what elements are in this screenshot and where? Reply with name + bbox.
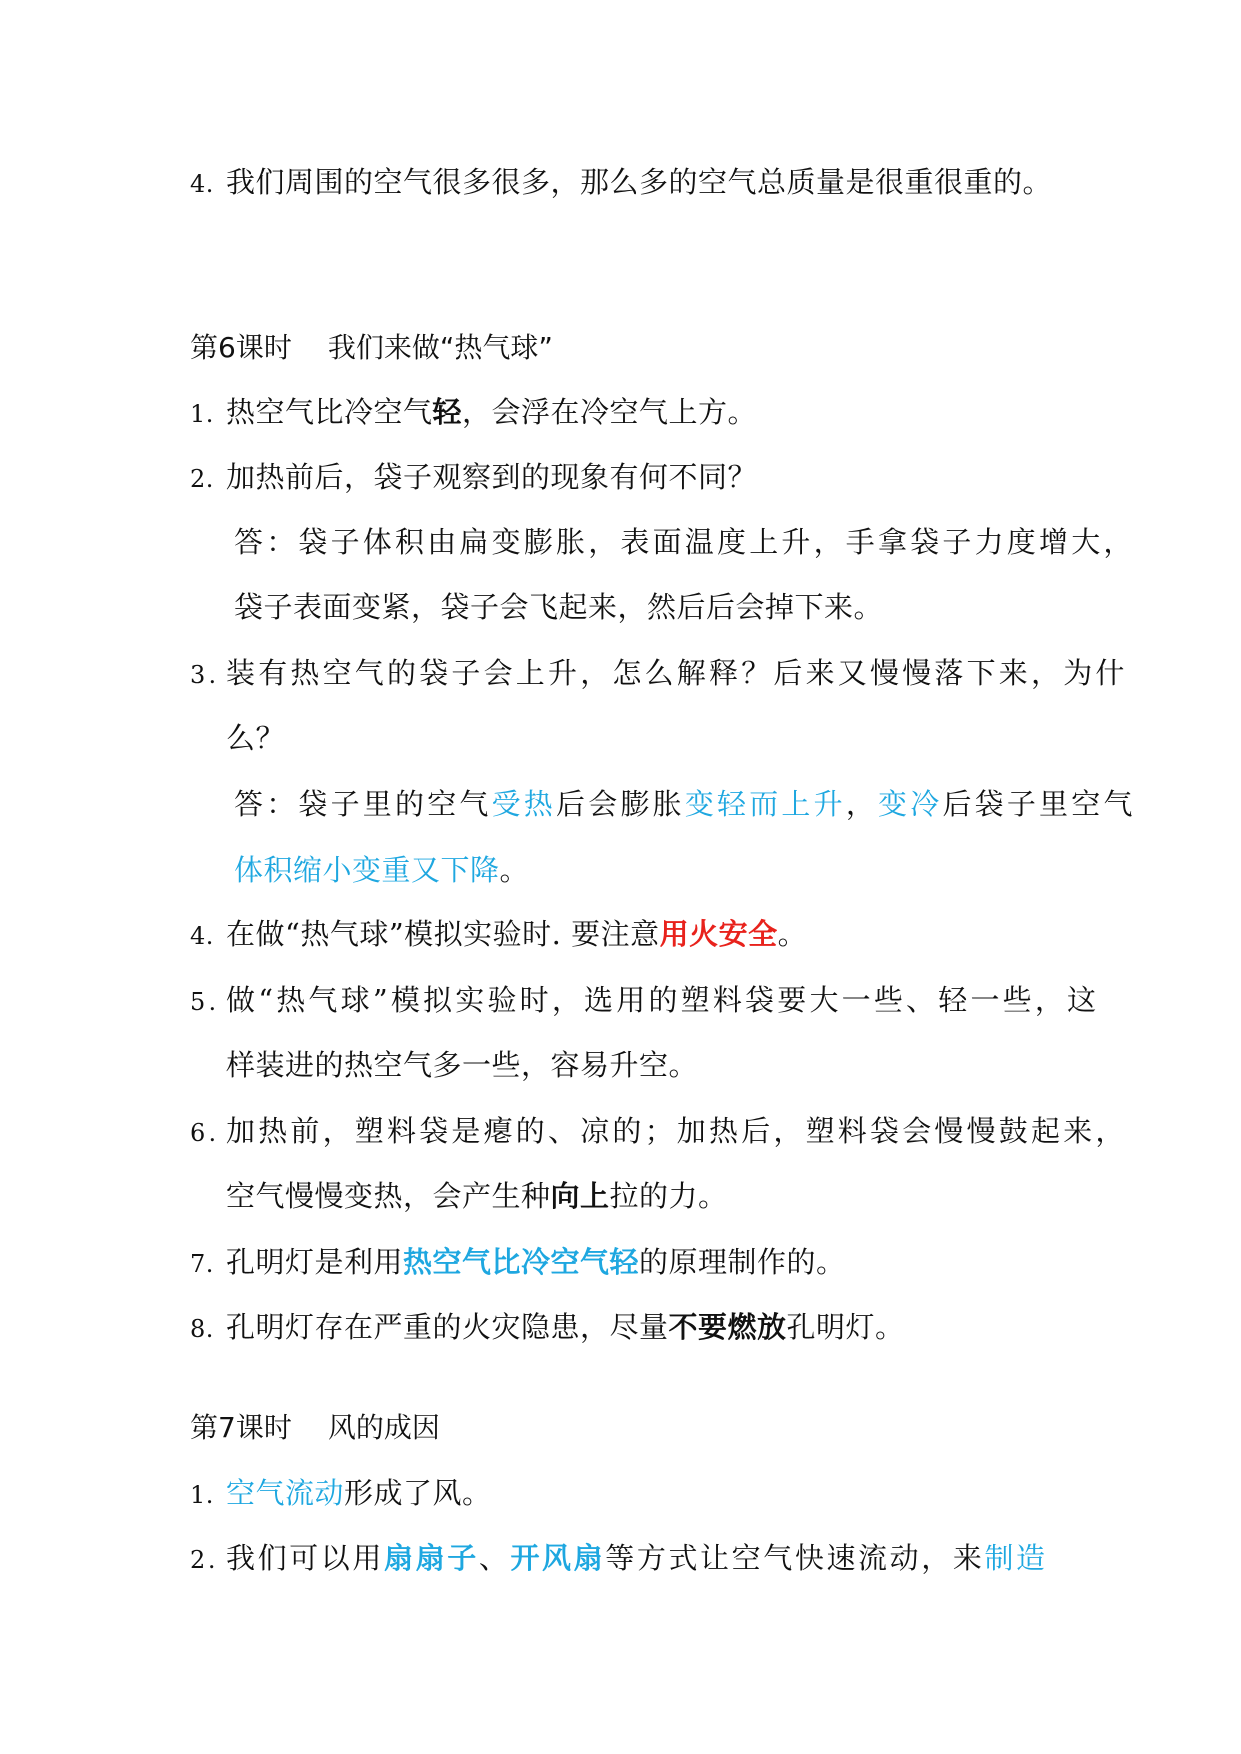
prev-item-4: [190, 162, 1070, 204]
lesson6-item-3-answer-line2: [234, 850, 1114, 890]
item-text: 加热前，塑料袋是瘪的、凉的；加热后，塑料袋会慢慢鼓起来，: [226, 1114, 1128, 1148]
blue-bold-keyword: 开风扇: [510, 1541, 606, 1575]
lesson6-item-3: [190, 653, 1128, 695]
item-text: 的原理制作的。: [639, 1245, 846, 1279]
item-number: 5.: [190, 988, 220, 1016]
answer-text: ，: [845, 787, 879, 821]
lesson6-item-4: [190, 914, 1070, 956]
lesson-label: 第6课时: [190, 331, 292, 364]
lesson6-item-5: [190, 980, 1100, 1022]
lesson6-item-2: [190, 457, 1070, 499]
bold-keyword: 不要燃放: [668, 1310, 787, 1344]
item-number: 1.: [190, 1481, 214, 1509]
red-keyword: 用火安全: [659, 917, 778, 951]
lesson6-item-2-answer-line2: 袋子表面变紧，袋子会飞起来，然后后会掉下来。: [234, 590, 884, 624]
lesson7-heading: [190, 1408, 440, 1448]
item-text: 、: [478, 1541, 511, 1575]
lesson6-heading: [190, 328, 553, 368]
blue-keyword: 体积缩小变重又下降: [234, 853, 500, 887]
item-text: 加热前后，袋子观察到的现象有何不同？: [226, 460, 758, 494]
item-number: 1.: [190, 400, 214, 428]
answer-text: 。: [499, 853, 530, 887]
lesson6-item-7: [190, 1242, 1070, 1284]
bold-keyword: 轻: [432, 395, 463, 429]
lesson6-item-6-line2: [226, 1176, 1106, 1216]
blue-keyword: 变轻而上升: [684, 787, 846, 821]
lesson6-item-5-line2: 样装进的热空气多一些，容易升空。: [226, 1048, 699, 1082]
item-number: 7.: [190, 1250, 214, 1278]
item-text: 装有热空气的袋子会上升，怎么解释？后来又慢慢落下来，为什: [226, 656, 1128, 690]
blue-keyword: 受热: [491, 787, 557, 821]
answer-text: 后袋子里空气: [942, 787, 1136, 821]
item-text: 形成了风。: [344, 1476, 492, 1510]
lesson-label: 第7课时: [190, 1411, 292, 1444]
item-number: 3.: [190, 661, 220, 689]
item-number: 6.: [190, 1119, 220, 1147]
lesson6-item-6: [190, 1111, 1128, 1153]
item-text: 等方式让空气快速流动，来: [605, 1541, 985, 1575]
item-number: 4.: [190, 170, 214, 198]
item-number: 8.: [190, 1315, 214, 1343]
item-text: ，会浮在冷空气上方。: [462, 395, 758, 429]
blue-keyword: 空气流动: [226, 1476, 345, 1510]
item-number: 2.: [190, 465, 214, 493]
item-number: 2.: [190, 1546, 219, 1574]
blue-keyword: 制造: [984, 1541, 1048, 1575]
lesson7-item-1: [190, 1473, 1070, 1515]
item-text: 我们周围的空气很多很多，那么多的空气总质量是很重很重的。: [226, 165, 1053, 199]
item-text: 我们可以用: [226, 1541, 385, 1575]
lesson-title: 我们来做“热气球”: [327, 331, 553, 364]
lesson6-item-2-answer-line1: 答：袋子体积由扁变膨胀，表面温度上升，手拿袋子力度增大，: [234, 525, 1136, 559]
blue-keyword: 变冷: [878, 787, 943, 821]
bold-keyword: 向上: [550, 1179, 610, 1213]
lesson6-item-3-line2: 么？: [226, 721, 286, 755]
item-text: 在做“热气球”模拟实验时. 要注意: [226, 917, 660, 951]
blue-bold-keyword: 热空气比冷空气轻: [403, 1245, 640, 1279]
lesson6-item-1: [190, 392, 1070, 434]
answer-text: 答：袋子里的空气: [234, 787, 492, 821]
lesson6-item-3-answer-line1: [234, 784, 1136, 824]
item-text: 做“热气球”模拟实验时，选用的塑料袋要大一些、轻一些，这: [226, 983, 1100, 1017]
item-number: 4.: [190, 922, 214, 950]
item-text: 孔明灯。: [786, 1310, 905, 1344]
lesson6-item-8: [190, 1307, 1070, 1349]
lesson-title: 风的成因: [327, 1411, 440, 1444]
blue-bold-keyword: 扇扇子: [384, 1541, 479, 1575]
lesson7-item-2: [190, 1538, 1070, 1580]
item-text: 热空气比冷空气: [226, 395, 433, 429]
item-text: 。: [777, 917, 808, 951]
item-text: 孔明灯存在严重的火灾隐患，尽量: [226, 1310, 669, 1344]
item-text: 拉的力。: [609, 1179, 728, 1213]
item-text: 孔明灯是利用: [226, 1245, 404, 1279]
answer-text: 后会膨胀: [556, 787, 685, 821]
item-text: 空气慢慢变热，会产生种: [226, 1179, 551, 1213]
